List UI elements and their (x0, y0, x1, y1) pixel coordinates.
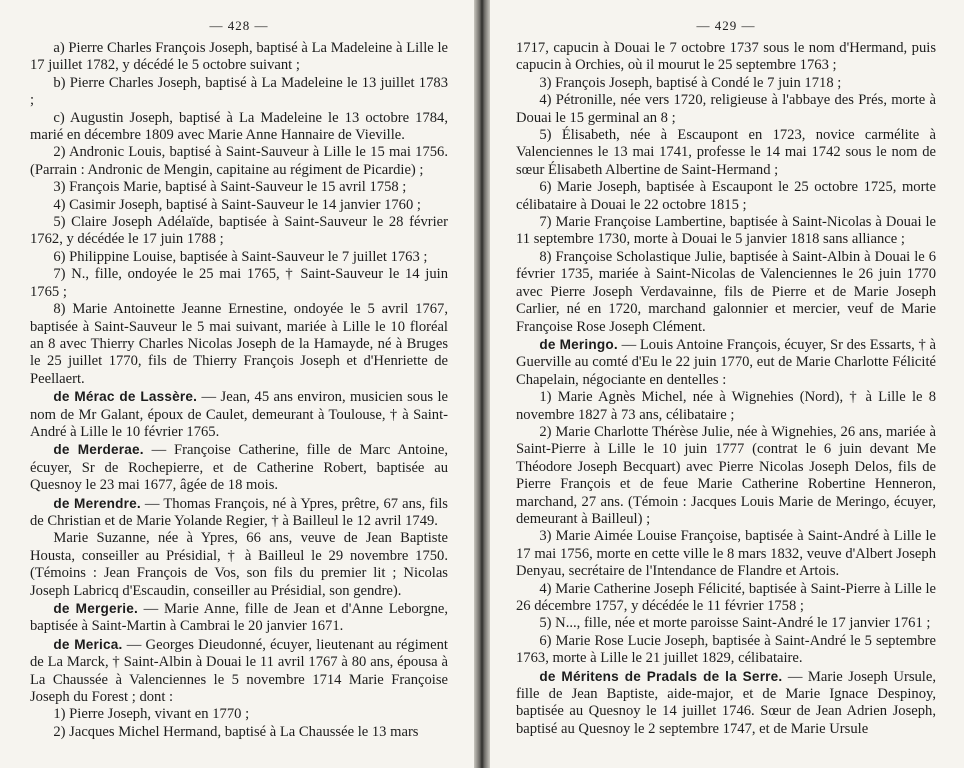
entry-merderae (30, 441, 448, 494)
left-page (0, 0, 474, 768)
page-number-left: — 428 — (209, 18, 269, 33)
paragraph: Marie Suzanne, née à Ypres, 66 ans, veuve de Jean Baptiste Housta, conseiller au Présidial, † à Bailleul le 29 novembre 1750. (Témoins : Jean François de Vos, son fils du premier lit ; Nicolas Joseph Labricq d'Escaudin, conseiller au Présidial, son gendre). (30, 530, 448, 599)
entry-text: — Marie Anne, fille de Jean et d'Anne Leborgne, baptisée à Saint-Martin à Cambrai le 20 janvier 1671. (30, 601, 449, 635)
entry-text: — Georges Dieudonné, écuyer, lieutenant au régiment de La Marck, † Saint-Albin à Douai le 11 avril 1767 à 80 ans, épousa à La Chaussée à Valenciennes le 5 novembre 1714 Marie Françoise Joseph du Forest ; dont : (30, 636, 448, 706)
paragraph: 4) Pétronille, née vers 1720, religieuse à l'abbaye des Prés, morte à Douai le 15 germinal an 8 ; (516, 92, 936, 126)
book-gutter (474, 0, 490, 768)
paragraph: 3) François Marie, baptisé à Saint-Sauveur le 15 avril 1758 ; (53, 179, 407, 196)
paragraph: 8) Françoise Scholastique Julie, baptisée à Saint-Albin à Douai le 6 février 1735, mariée à Saint-Nicolas de Valenciennes le 26 juin 1770 avec Pierre Joseph Verdavainne, fils de Pierre et de Marie Joseph Carlier, né en 1720, marchand galonnier et mercier, veuf de Marie Françoise Rose Joseph Clément. (516, 248, 936, 335)
paragraph: 2) Jacques Michel Hermand, baptisé à La Chaussée le 13 mars (53, 723, 419, 740)
entry-name: de Merendre. (53, 495, 141, 511)
entry-meritens (516, 668, 936, 739)
entry-name: de Merderae. (53, 442, 144, 458)
entry-meringo (516, 336, 936, 389)
right-page-text (516, 40, 936, 738)
paragraph: 3) François Joseph, baptisé à Condé le 7 juin 1718 ; (539, 74, 842, 91)
paragraph: 7) N., fille, ondoyée le 25 mai 1765, † Saint-Sauveur le 14 juin 1765 ; (30, 266, 448, 300)
paragraph: c) Augustin Joseph, baptisé à La Madeleine le 13 octobre 1784, marié en décembre 1809 avec Marie Anne Hannaire de Vieville. (30, 109, 448, 144)
paragraph: 6) Philippine Louise, baptisée à Saint-Sauveur le 7 juillet 1763 ; (53, 248, 428, 265)
entry-name: de Méritens de Pradals de la Serre. (539, 668, 783, 684)
entry-text: — Françoise Catherine, fille de Marc Antoine, écuyer, Sr de Rochepierre, et de Catherine Robert, baptisée au Quesnoy le 23 mai 1677, âgée de 18 mois. (30, 442, 448, 494)
paragraph: 7) Marie Françoise Lambertine, baptisée à Saint-Nicolas à Douai le 11 septembre 1730, morte à Douai le 5 janvier 1818 sans alliance ; (516, 214, 936, 248)
right-page (490, 0, 964, 768)
page-number-right: — 429 — (696, 18, 756, 33)
paragraph: 1717, capucin à Douai le 7 octobre 1737 sous le nom d'Hermand, puis capucin à Orchies, où il mourut le 25 septembre 1763 ; (516, 40, 936, 74)
entry-text: — Marie Joseph Ursule, fille de Jean Baptiste, aide-major, et de Marie Ignace Despinoy, baptisée au Quesnoy le 14 juillet 1746. Sœur de Jean Adrien Joseph, baptisé au Quesnoy le 2 septembre 1747, et de Marie Ursule (516, 668, 936, 737)
entry-merendre (30, 495, 448, 531)
paragraph: 6) Marie Joseph, baptisée à Escaupont le 25 octobre 1725, morte célibataire à Douai le 22 octobre 1815 ; (516, 179, 936, 213)
entry-name: de Merica. (53, 636, 123, 652)
entry-text: — Louis Antoine François, écuyer, Sr des Essarts, † à Guerville au comté d'Eu le 22 juin 1770, eut de Marie Charlotte Félicité Chapelain, négociante en dentelles : (516, 336, 936, 388)
paragraph: a) Pierre Charles François Joseph, baptisé à La Madeleine à Lille le 17 juillet 1782, y décédé le 5 octobre suivant ; (30, 40, 448, 74)
entry-merac (30, 388, 448, 441)
paragraph: b) Pierre Charles Joseph, baptisé à La Madeleine le 13 juillet 1783 ; (30, 74, 448, 109)
paragraph: 1) Marie Agnès Michel, née à Wignehies (Nord), † à Lille le 8 novembre 1827 à 73 ans, célibataire ; (516, 389, 936, 423)
entry-merica (30, 636, 448, 707)
entry-name: de Mergerie. (53, 601, 138, 616)
paragraph: 4) Marie Catherine Joseph Félicité, baptisée à Saint-Pierre à Lille le 26 décembre 1757, y décédée le 11 février 1758 ; (516, 580, 936, 614)
entry-text: — Thomas François, né à Ypres, prêtre, 67 ans, fils de Christian et de Marie Yolande Regier, † à Bailleul le 12 avril 1749. (30, 495, 448, 529)
paragraph: 8) Marie Antoinette Jeanne Ernestine, ondoyée le 5 avril 1767, baptisée à Saint-Sauveur le 5 mai suivant, mariée à Lille le 10 floréal an 8 avec Thierry Charles Nicolas Joseph de la Hamayde, né à Bruges le 25 juillet 1770, fils de Thierry François Joseph et d'Henriette de Peellaert. (30, 301, 448, 387)
paragraph: 2) Marie Charlotte Thérèse Julie, née à Wignehies, 26 ans, mariée à Saint-Pierre à Lille le 10 juin 1777 (contrat le 6 juin devant Me Théodore Joseph Becquart) avec Pierre Nicolas Joseph Delos, fils de Pierre François et de feue Marie Catherine Robertine Henneron, marchand, 27 ans. (Témoin : Jacques Louis Marie de Meringo, écuyer, demeurant à Bailleul) ; (516, 423, 936, 527)
paragraph: 4) Casimir Joseph, baptisé à Saint-Sauveur le 14 janvier 1760 ; (53, 196, 421, 213)
paragraph: 1) Pierre Joseph, vivant en 1770 ; (53, 706, 250, 723)
entry-name: de Mérac de Lassère. (53, 389, 198, 405)
paragraph: 5) Claire Joseph Adélaïde, baptisée à Saint-Sauveur le 28 février 1762, y décédée le 17 juin 1788 ; (30, 214, 448, 248)
entry-name: de Meringo. (539, 336, 618, 352)
paragraph: 5) Élisabeth, née à Escaupont en 1723, novice carmélite à Valenciennes le 13 mai 1741, professe le 14 mai 1742 sous le nom de sœur Élisabeth Albertine de Saint-Hermand ; (516, 127, 936, 178)
paragraph: 6) Marie Rose Lucie Joseph, baptisée à Saint-André le 5 septembre 1763, morte à Lille le 21 juillet 1829, célibataire. (516, 632, 936, 667)
paragraph: 2) Andronic Louis, baptisé à Saint-Sauveur à Lille le 15 mai 1756. (Parrain : Andronic de Mengin, capitaine au régiment de Picardie) ; (30, 144, 448, 178)
paragraph: 5) N..., fille, née et morte paroisse Saint-André le 17 janvier 1761 ; (539, 615, 931, 632)
paragraph: 3) Marie Aimée Louise Françoise, baptisée à Saint-André à Lille le 17 mai 1756, morte en cette ville le 8 mars 1832, veuve d'Albert Joseph Denyau, secrétaire de l'Intendance de Flandre et Artois. (516, 528, 936, 580)
left-page-text (30, 40, 448, 741)
entry-mergerie (30, 600, 448, 636)
entry-text: — Jean, 45 ans environ, musicien sous le nom de Mr Galant, époux de Caulet, demeurant à Toulouse, † à Saint-André à Lille le 10 février 1765. (30, 389, 448, 440)
